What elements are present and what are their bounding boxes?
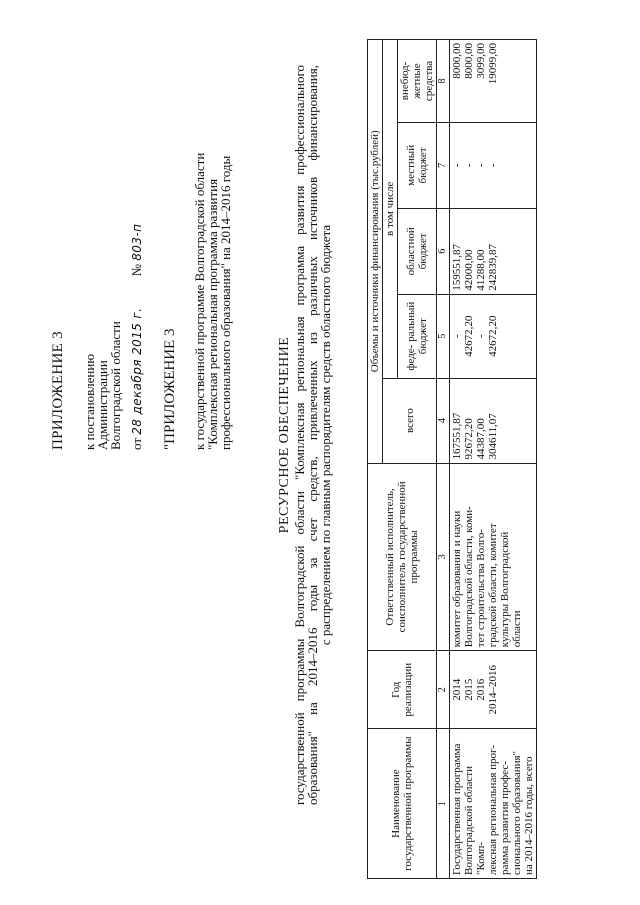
index-cell: 3 <box>437 463 450 651</box>
local-value: - <box>487 163 499 168</box>
offbudget-cell <box>450 40 537 123</box>
title-line-3: с распределением по главным распорядителям средств областного бюджета <box>318 224 333 646</box>
title-line-1: государственной программы Волгоградской области "Комплексная региональная программа развития профессионального <box>292 65 307 805</box>
local-value: - <box>451 163 463 168</box>
total-value: 44387,00 <box>475 418 487 460</box>
document-title-block <box>278 65 332 805</box>
program-name-cell <box>450 729 537 879</box>
program-line-2: "Комплексная региональная программа развития <box>205 178 220 450</box>
col-executor-header: Ответственный исполнитель, соисполнитель государственной программы <box>368 463 437 651</box>
header-row-1 <box>368 40 383 879</box>
index-cell: 5 <box>437 294 450 378</box>
year-value: 2014–2016 <box>487 664 499 715</box>
year-cell <box>450 651 537 729</box>
document-heading: РЕСУРСНОЕ ОБЕСПЕЧЕНИЕ <box>277 336 292 534</box>
federal-value: - <box>451 334 463 339</box>
local-cell <box>450 122 537 208</box>
executor-line: градской области, комитет <box>487 523 499 648</box>
local-value: - <box>475 163 487 168</box>
col-local-header: местный бюджет <box>398 122 437 208</box>
col-total-header: всего <box>383 378 437 463</box>
regional-cell <box>450 208 537 294</box>
total-value: 92672,20 <box>463 418 475 460</box>
program-name-line: сионального образования" <box>511 750 523 875</box>
regional-value: 42000,00 <box>463 249 475 291</box>
executor-line: тет строительства Волго- <box>475 529 487 648</box>
executor-line: культуры Волгоградской <box>499 531 511 648</box>
index-row <box>437 40 450 879</box>
index-cell: 4 <box>437 378 450 463</box>
col-regional-header: областной бюджет <box>398 208 437 294</box>
regional-value: 242839,87 <box>487 244 499 291</box>
col-year-header: Год реализации <box>368 651 437 729</box>
offbudget-value: 8000,00 <box>451 43 463 79</box>
resource-table <box>367 39 537 879</box>
program-name-line: Государственная программа <box>451 743 463 875</box>
administration: Администрации <box>95 360 110 450</box>
col-offbudget-header: внебюд- жетные средства <box>398 40 437 123</box>
total-value: 304611,07 <box>487 413 499 460</box>
col-including-header: в том числе <box>383 40 398 379</box>
index-cell: 8 <box>437 40 450 123</box>
total-value: 167551,87 <box>451 412 463 460</box>
executor-line: Волгоградской области, коми- <box>463 506 475 648</box>
executor-line: комитет образования и науки <box>451 510 463 648</box>
year-value: 2014 <box>451 678 463 701</box>
index-cell: 2 <box>437 651 450 729</box>
federal-value: 42672,20 <box>487 315 499 357</box>
executor-cell <box>450 463 537 651</box>
title-line-2: образования" на 2014–2016 годы за счет средств, привлеченных из различных источников финансирования, <box>305 65 320 805</box>
table-row <box>450 40 537 879</box>
offbudget-value: 19099,00 <box>487 43 499 85</box>
program-name-line: Волгоградской области "Комп- <box>463 766 487 875</box>
offbudget-value: 3099,00 <box>475 43 487 79</box>
col-volumes-header: Объемы и источники финансирования (тыс.рублей) <box>368 40 383 464</box>
local-value: - <box>463 163 475 168</box>
resolution-number: 803-п <box>130 223 144 261</box>
regional-value: 159551,87 <box>451 244 463 291</box>
resolution-date: 28 декабря 2015 г. <box>130 307 144 435</box>
appendix-label: ПРИЛОЖЕНИЕ 3 <box>50 331 66 450</box>
date-line <box>130 30 144 450</box>
total-cell <box>450 378 537 463</box>
program-name-line: рамма развития профес- <box>499 761 511 875</box>
index-cell: 7 <box>437 122 450 208</box>
program-name-line: на 2014–2016 годы, всего <box>523 756 535 875</box>
date-prefix: от <box>129 437 144 450</box>
regional-value: 41288,00 <box>475 249 487 291</box>
executor-line: области <box>511 610 523 648</box>
federal-value: - <box>475 334 487 339</box>
year-value: 2016 <box>475 678 487 701</box>
program-line-1: к государственной программе Волгоградской области <box>192 152 207 450</box>
offbudget-value: 8000,00 <box>463 43 475 79</box>
to-resolution: к постановлению <box>82 353 97 450</box>
col-name-header: Наименование государственной программы <box>368 729 437 879</box>
program-name-line: лексная региональная прог- <box>487 744 499 875</box>
region: Волгоградской области <box>108 321 123 450</box>
index-cell: 6 <box>437 208 450 294</box>
program-line-3: профессионального образования" на 2014–2016 годы <box>218 155 233 450</box>
year-value: 2015 <box>463 678 475 701</box>
number-prefix: № <box>129 263 144 277</box>
index-cell: 1 <box>437 729 450 879</box>
document-header <box>50 30 232 450</box>
federal-value: 42672,20 <box>463 315 475 357</box>
federal-cell <box>450 294 537 378</box>
appendix-label-2: "ПРИЛОЖЕНИЕ 3 <box>162 328 178 450</box>
col-federal-header: феде- ральный бюджет <box>398 294 437 378</box>
